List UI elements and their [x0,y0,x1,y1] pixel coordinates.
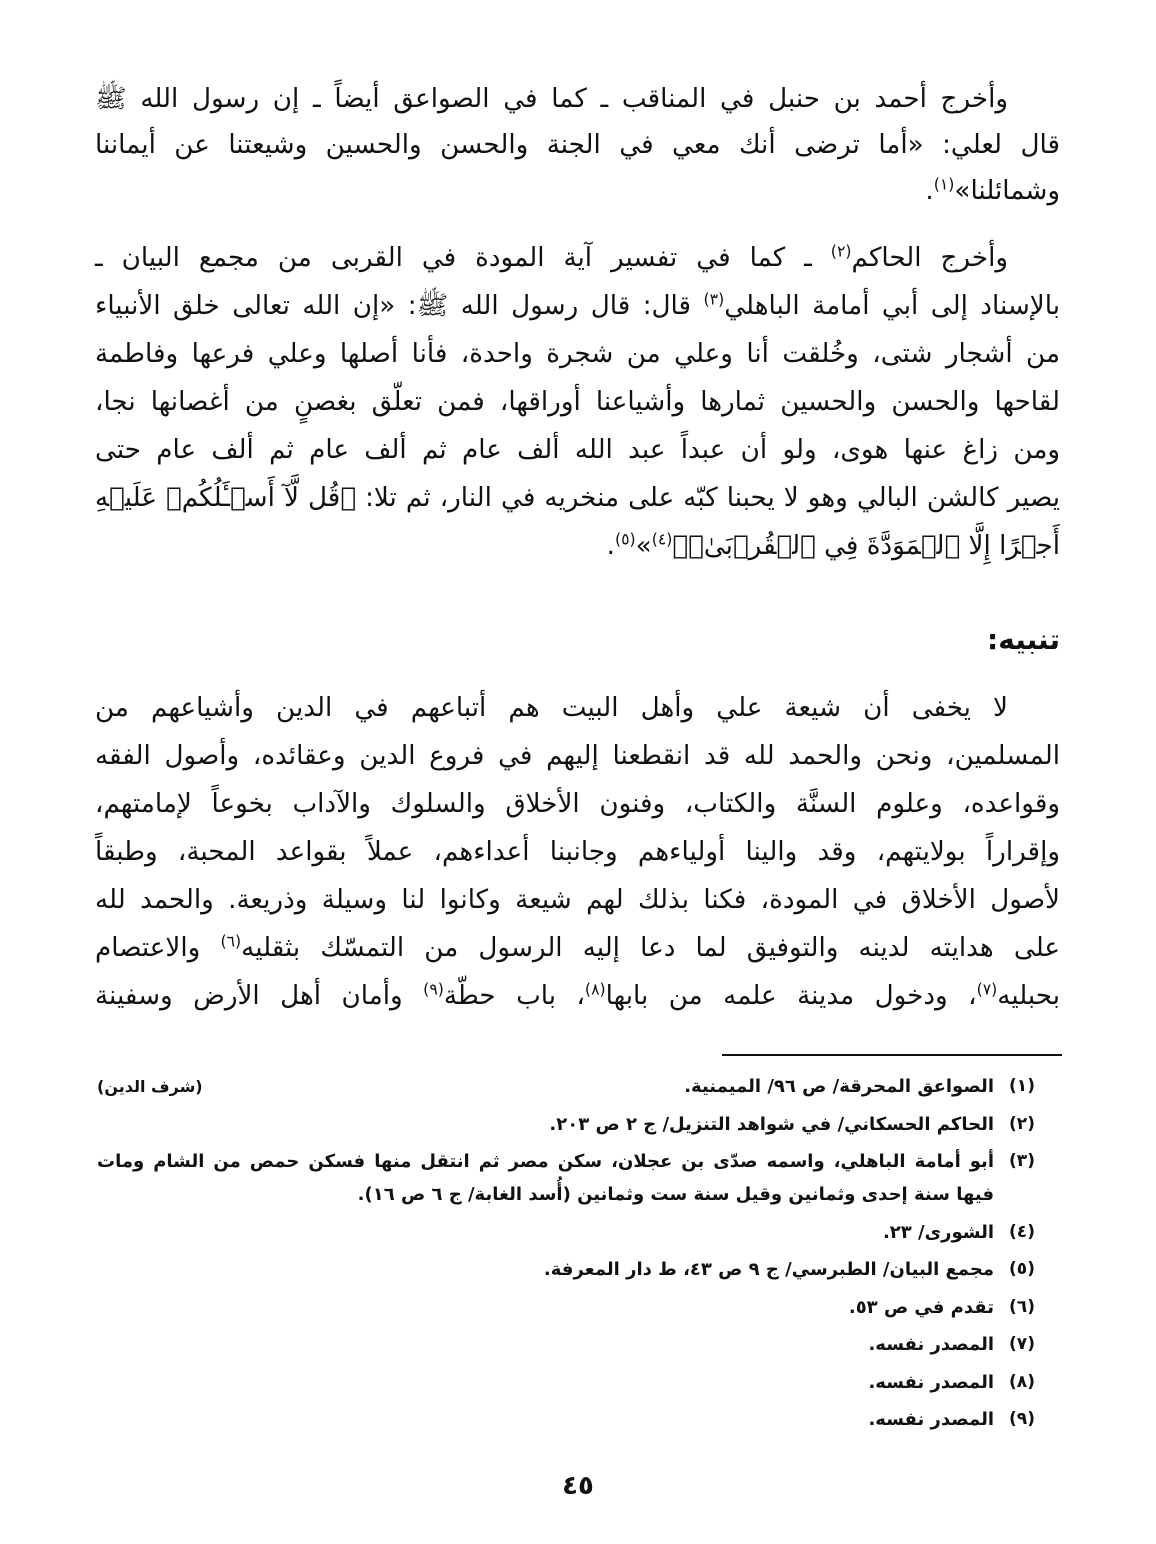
text-run: وقواعده، وعلوم السنَّة والكتاب، وفنون الأخلاق والسلوك والآداب بخوعاً لإمامتهم، [95,789,1060,819]
text-line [95,282,1060,330]
text-run: ، باب حطّة [443,981,585,1011]
paragraph-ahmad-hadith [95,76,1060,214]
footnote-number: (٥) [1009,1259,1035,1279]
footnote-ref: (٢) [830,241,852,261]
footnote-ref: (٤) [651,529,673,549]
text-run: بحبليه [997,981,1060,1011]
text-run: أَجۡرًا إِلَّا ٱلۡمَوَدَّةَ فِي ٱلۡقُرۡبَىٰۗ﴾ [672,531,1060,561]
footnote-line: فيها سنة إحدى وثمانين وقيل سنة ست وثمانين (أُسد الغابة/ ج ٦ ص ١٦). [357,1184,994,1205]
text-run: وأخرج الحاكم [851,243,1008,273]
footnote-line: المصدر نفسه. [868,1371,994,1393]
text-run: على هدايته لدينه والتوفيق لما دعا إليه الرسول من التمسّك بثقليه [241,933,1060,963]
text-run: يصير كالشن البالي وهو لا يحبنا كبّه على منخريه في النار، ثم تلا: ﴿قُل لَّآ أَسۡـَٔلُكُمۡ عَلَيۡهِ [95,483,1060,513]
text-run: لقاحها والحسن والحسين ثمارها وأشياعنا أوراقها، فمن تعلّق بغصنٍ من أغصانها نجا، [95,387,1060,417]
footnote-number: (٧) [1009,1334,1035,1354]
text-run: بالإسناد إلى أبي أمامة الباهلي [724,291,1060,321]
footnote-text [97,1253,994,1286]
footnote-line: المصدر نفسه. [868,1409,994,1430]
footnote-item [97,1145,1042,1211]
footnote-text [97,1328,994,1361]
footnote-ref: (١) [933,174,955,194]
text-run: ـ كما في تفسير آية المودة في القربى من مجمع البيان ـ [95,243,831,273]
text-line [95,924,1060,972]
footnote-item [97,1108,1042,1141]
footnote-text [97,1366,994,1399]
main-text [95,76,1060,1020]
footnote-item [97,1403,1042,1436]
text-run: وإقراراً بولايتهم، وقد والينا أولياءهم وجانبنا أعداءهم، عملاً بقواعد المحبة، وطبقاً [95,837,1060,867]
text-run: . [925,176,934,206]
footnote-line: المصدر نفسه. [868,1334,994,1355]
page-number: ٤٥ [562,1471,594,1501]
footnote-text [97,1403,994,1436]
text-line [95,972,1060,1020]
footnote-number: (٣) [1009,1151,1035,1171]
text-line [95,330,1060,378]
footnote-ref: (٨) [584,979,606,999]
text-line [95,684,1060,732]
footnote-ref: (٣) [703,289,725,309]
footnote-text [97,1145,994,1211]
footnote-item [97,1366,1042,1399]
footnote-number: (٦) [1009,1296,1035,1317]
text-line [95,76,1060,122]
text-run: . [606,531,615,561]
text-run: قال لعلي: «أما ترضى أنك معي في الجنة والحسن والحسين وشيعتنا عن أيماننا [95,130,1060,160]
text-run: من أشجار شتى، وخُلقت أنا وعلي من شجرة واحدة، فأنا أصلها وعلي فرعها وفاطمة [95,339,1060,369]
footnote-item [97,1291,1042,1324]
text-line [95,522,1060,570]
paragraph-hakim-hadith [95,234,1060,570]
text-run: وشمائلنا» [954,176,1060,206]
author-signature: (شرف الدين) [97,1077,203,1096]
footnote-number: (١) [1009,1076,1035,1096]
text-run: وأخرج أحمد بن حنبل في المناقب ـ كما في الصواعق أيضاً ـ إن رسول الله ﷺ [95,84,1008,114]
footnote-number: (٢) [1009,1113,1035,1134]
footnote-item [97,1070,1042,1103]
text-line [95,378,1060,426]
footnote-number: (٨) [1009,1371,1035,1392]
text-run: والاعتصام [95,933,221,963]
footnote-ref: (٩) [423,979,444,999]
footnote-line: مجمع البيان/ الطبرسي/ ج ٩ ص ٤٣، ط دار المعرفة. [543,1259,994,1280]
footnote-ref: (٥) [614,529,636,549]
text-line [95,780,1060,828]
text-line [95,732,1060,780]
text-line [95,122,1060,168]
footnote-line: تقدم في ص ٥٣. [848,1296,994,1318]
text-run: وأمان أهل الأرض وسفينة [95,981,424,1011]
footnote-line: الصواعق المحرقة/ ص ٩٦/ الميمنية. [684,1076,994,1097]
text-line [95,168,1060,214]
footnote-line: الحاكم الحسكاني/ في شواهد التنزيل/ ج ٢ ص ٢٠٣. [549,1113,994,1135]
footnote-text [97,1291,994,1324]
text-run: ومن زاغ عنها هوى، ولو أن عبداً عبد الله ألف عام ثم ألف عام ثم ألف عام حتى [95,435,1060,465]
text-line [95,234,1060,282]
footnote-item [97,1328,1042,1361]
footnote-text [97,1108,994,1141]
footnote-text [97,1070,994,1103]
footnote-line: أبو أمامة الباهلي، واسمه صدّى بن عجلان، سكن مصر ثم انتقل منها فسكن حمص من الشام ومات [97,1151,994,1172]
footnote-separator [722,1054,1062,1056]
text-line [95,474,1060,522]
footnote-ref: (٦) [220,931,242,951]
footnote-text [97,1216,994,1249]
footnote-item [97,1216,1042,1249]
text-line [95,828,1060,876]
footnote-list [97,1070,1042,1436]
text-run: لأصول الأخلاق في المودة، فكنا بذلك لهم شيعة وكانوا لنا وسيلة وذريعة. والحمد لله [95,885,1060,915]
text-run: المسلمين، ونحن والحمد لله قد انقطعنا إليهم في فروع الدين وعقائده، وأصول الفقه [95,741,1060,771]
text-run: ، ودخول مدينة علمه من بابها [605,981,977,1011]
text-run: قال: قال رسول الله ﷺ: «إن الله تعالى خلق الأنبياء [95,291,704,321]
section-heading: تنبيه: [987,623,1060,656]
paragraph-notice [95,684,1060,1020]
text-run: » [635,531,652,561]
text-run: لا يخفى أن شيعة علي وأهل البيت هم أتباعهم في الدين وأشياعهم من [95,693,1008,723]
text-line [95,426,1060,474]
footnote-item [97,1253,1042,1286]
footnote-line: الشورى/ ٢٣. [882,1221,994,1243]
text-line [95,876,1060,924]
footnote-number: (٤) [1009,1221,1035,1242]
footnote-ref: (٧) [976,979,998,999]
footnote-number: (٩) [1009,1409,1035,1429]
footnotes [97,1070,1042,1441]
